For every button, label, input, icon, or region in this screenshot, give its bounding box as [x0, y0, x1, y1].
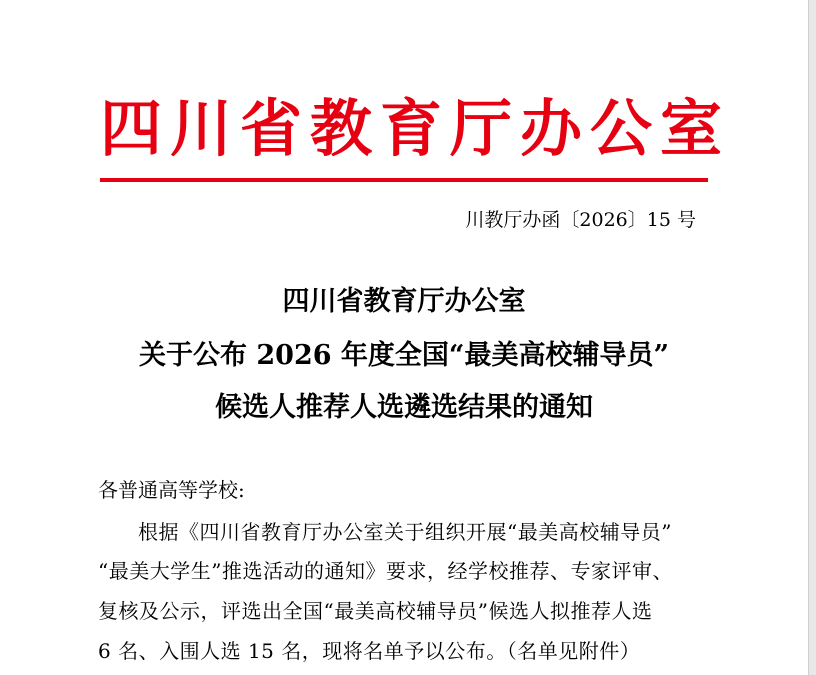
red-divider-line: [100, 178, 708, 182]
notice-title-line-1: 四川省教育厅办公室: [282, 286, 526, 317]
body-paragraph-line: 6 名、入围人选 15 名，现将名单予以公布。（名单见附件）: [98, 639, 641, 663]
vertical-scrollbar[interactable]: [808, 0, 816, 675]
notice-title-line-2: 关于公布 2026 年度全国“最美高校辅导员”: [138, 340, 669, 371]
body-paragraph-line: “最美大学生”推选活动的通知》要求，经学校推荐、专家评审、: [98, 559, 673, 583]
masthead-title: 四川省教育厅办公室: [100, 92, 731, 165]
document-number: 川教厅办函〔2026〕15 号: [465, 209, 696, 231]
body-paragraph-line: 复核及公示，评选出全国“最美高校辅导员”候选人拟推荐人选: [98, 599, 653, 623]
salutation: 各普通高等学校:: [98, 478, 245, 502]
notice-title-line-3: 候选人推荐人选遴选结果的通知: [215, 392, 593, 423]
body-paragraph-line: 根据《四川省教育厅办公室关于组织开展“最美高校辅导员”: [138, 520, 672, 544]
